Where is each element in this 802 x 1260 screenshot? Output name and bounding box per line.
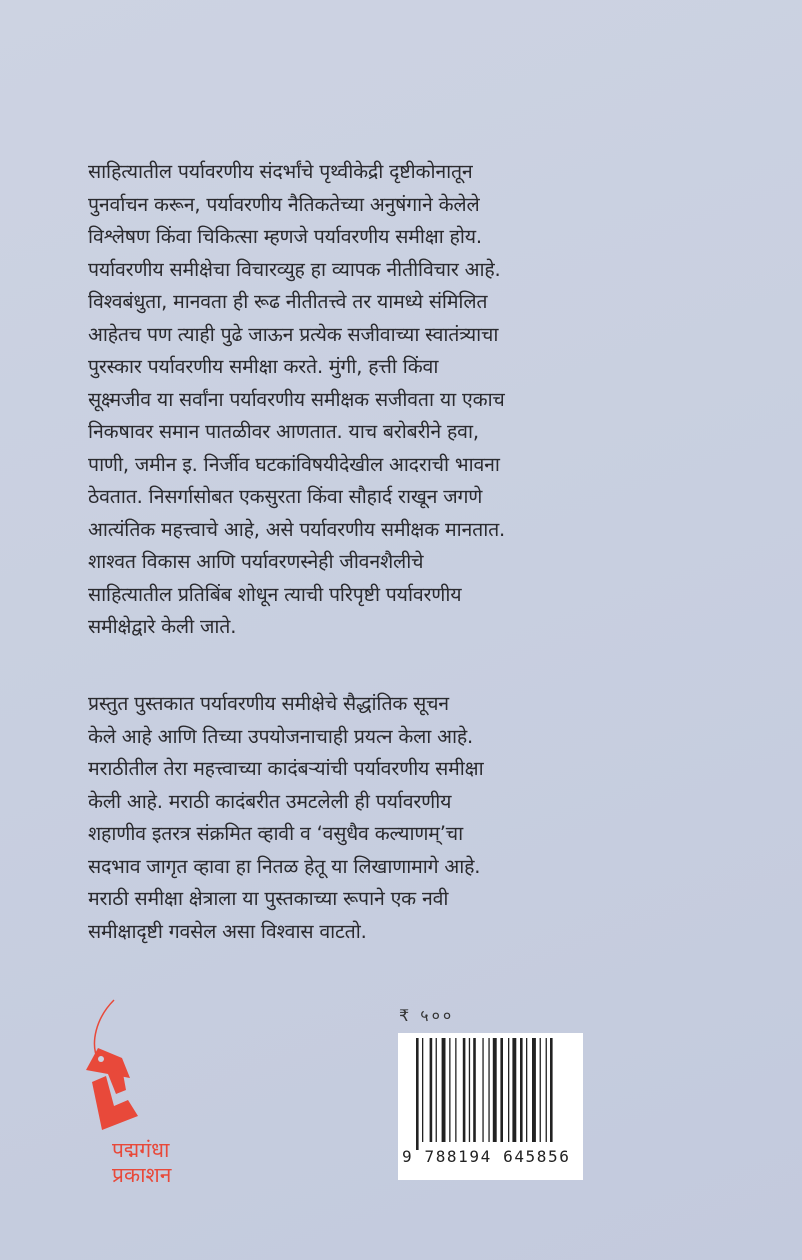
barcode-bar [526, 1038, 527, 1142]
isbn-number: 9 788194 645856 [402, 1147, 571, 1166]
text-line: विश्लेषण किंवा चिकित्सा म्हणजे पर्यावरणीय समीक्षा होय. [88, 225, 482, 248]
publisher-logo-icon [86, 998, 166, 1143]
barcode-bar [422, 1038, 423, 1142]
text-line: समीक्षेद्वारे केली जाते. [88, 615, 237, 638]
barcode-bar [532, 1038, 536, 1142]
text-line: पाणी, जमीन इ. निर्जीव घटकांविषयीदेखील आदराची भावना [88, 452, 500, 476]
barcode-bar [482, 1038, 483, 1142]
barcode-bar [512, 1038, 516, 1142]
text-line: केले आहे आणि तिच्या उपयोजनाचाही प्रयत्न केला आहे. [88, 724, 474, 748]
barcode-bar [550, 1038, 553, 1142]
price: ₹ ५०० [399, 1006, 455, 1025]
barcode-bar [436, 1038, 437, 1142]
text-line: पर्यावरणीय समीक्षेचा विचारव्युह हा व्यापक नीतीविचार आहे. [88, 257, 501, 281]
text-line: विश्वबंधुता, मानवता ही रूढ नीतीतत्त्वे तर यामध्ये संमिलित [88, 290, 488, 313]
text-line: समीक्षादृष्टी गवसेल असा विश्वास वाटतो. [88, 919, 367, 943]
text-line: पुरस्कार पर्यावरणीय समीक्षा करते. मुंगी, हत्ती किंवा [88, 355, 439, 378]
barcode-bar [473, 1038, 476, 1142]
text-line: पुनर्वाचन करून, पर्यावरणीय नैतिकतेच्या अनुषंगाने केलेले [88, 192, 480, 216]
text-line: सदभाव जागृत व्हावा हा नितळ हेतू या लिखाणामागे आहे. [88, 854, 481, 878]
isbn-barcode [398, 1033, 583, 1180]
barcode-bar [493, 1038, 497, 1142]
text-line: साहित्यातील प्रतिबिंब शोधून त्याची परिपृष्टी पर्यावरणीय [88, 582, 462, 606]
barcode-bar [500, 1038, 503, 1142]
barcode-bars [416, 1038, 576, 1150]
barcode-bar [455, 1038, 456, 1142]
text-line: निकषावर समान पातळीवर आणतात. याच बरोबरीने हवा, [88, 420, 479, 443]
text-line: साहित्यातील पर्यावरणीय संदर्भांचे पृथ्वीकेद्री दृष्टीकोनातून [88, 160, 473, 183]
barcode-bar [430, 1038, 433, 1142]
barcode-bar [416, 1038, 419, 1150]
barcode-bar [463, 1038, 466, 1142]
text-line: आहेतच पण त्याही पुढे जाऊन प्रत्येक सजीवाच्या स्वातंत्र्याचा [88, 322, 499, 346]
text-line: शाश्वत विकास आणि पर्यावरणस्नेही जीवनशैलीचे [88, 550, 424, 573]
barcode-bar [508, 1038, 509, 1142]
barcode-bar [520, 1038, 523, 1142]
text-line: सूक्ष्मजीव या सर्वांना पर्यावरणीय समीक्षक सजीवता या एकाच [88, 387, 505, 411]
barcode-bar [449, 1038, 450, 1142]
text-line: शहाणीव इतरत्र संक्रमित व्हावी व ‘वसुधैव कल्याणम्’चा [88, 822, 463, 845]
publisher-name-line2: प्रकाशन [112, 1163, 172, 1187]
text-line: मराठीतील तेरा महत्त्वाच्या कादंबऱ्यांची पर्यावरणीय समीक्षा [88, 757, 484, 780]
text-line: मराठी समीक्षा क्षेत्राला या पुस्तकाच्या रूपाने एक नवी [88, 887, 449, 910]
barcode-bar [442, 1038, 446, 1142]
text-line: प्रस्तुत पुस्तकात पर्यावरणीय समीक्षेचे सैद्धांतिक सूचन [88, 692, 449, 715]
text-line: केली आहे. मराठी कादंबरीत उमटलेली ही पर्यावरणीय [88, 789, 452, 813]
text-line: ठेवतात. निसर्गासोबत एकसुरता किंवा सौहार्द राखून जगणे [88, 485, 483, 508]
barcode-bar [540, 1038, 541, 1142]
publisher-name-line1: पद्मगंधा [112, 1138, 170, 1162]
barcode-bar [488, 1038, 489, 1142]
publisher-name [112, 1138, 171, 1188]
blurb-paragraph-1 [88, 156, 788, 644]
barcode-bar [469, 1038, 470, 1142]
text-line: आत्यंतिक महत्त्वाचे आहे, असे पर्यावरणीय समीक्षक मानतात. [88, 517, 505, 541]
blurb-paragraph-2 [88, 688, 788, 948]
barcode-bar [546, 1038, 547, 1142]
